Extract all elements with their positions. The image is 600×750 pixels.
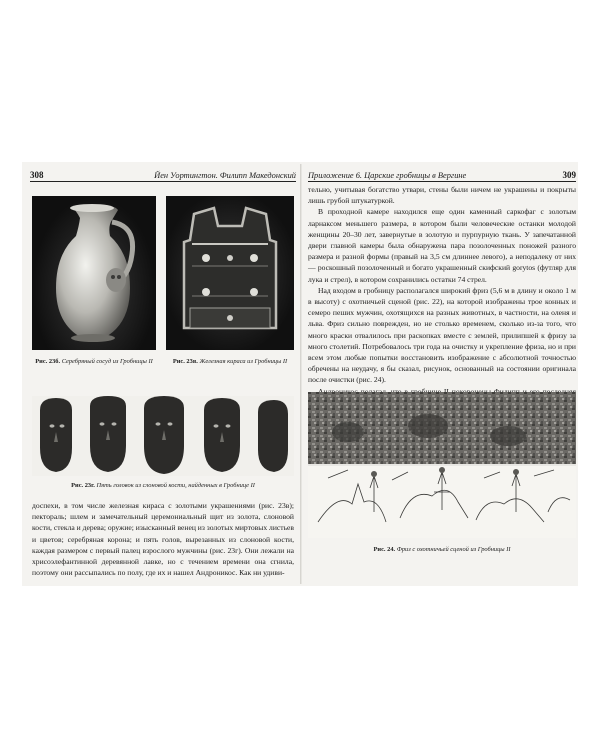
right-page [308,170,576,553]
fig-23g-caption [32,482,294,490]
fig-23v-caption [166,358,294,366]
fig-23v-text: Железная кираса из Гробницы II [199,358,288,365]
right-paragraph-3: Над входом в гробницу располагался широкий фриз (5,6 м в длину и около 1 м в высоту) с охотничьей сценой (рис. 22), на которой изображены трое конных и семеро пеших мужчин, охотящихся на разных животных, в частности, на оленя и льва. Фриз сильно поврежден, но не столько временем, сколько из-за того, что много краски отвалилось при раскопках вместе с землей, прилипшей к фризу за много столетий. Потребовалось три года на очистку и укрепление фриза, но и при всем этом любые попытки восстановить изображение с абсолютной точностью обречены на неудачу, я бы сказал, рисунок, основанный на состоянии оригинала после очистки (рис. 24). [308,285,576,385]
hunting-frieze-figure [308,392,576,538]
left-page [30,170,296,578]
fig-23g-label: Рис. 23г. [71,482,95,489]
right-body-text [308,184,576,408]
right-running-head [308,170,576,182]
book-gutter [300,164,302,584]
iron-cuirass-image [166,196,294,350]
fig-23v-label: Рис. 23в. [172,358,198,365]
fig-24-caption [308,546,576,554]
hunting-frieze-image [308,392,576,538]
ivory-heads-photo [32,396,294,476]
fig-24-text: Фриз с охотничьей сценой из Гробницы II [396,546,511,553]
right-running-title: Приложение 6. Царские гробницы в Вергине [308,171,467,180]
fig-23b-caption [32,358,156,366]
fig-23b-label: Рис. 23б. [35,358,61,365]
ivory-heads-image [32,396,294,476]
left-page-number: 308 [30,170,44,180]
fig-23b-text: Серебряный сосуд из Гробницы II [61,358,153,365]
left-body-paragraph: доспехи, в том числе железная кираса с золотыми украшениями (рис. 23в); пектораль; шлем и замечательный церемониальный щит из золота, слоновой кости, стекла и дерева; оружие; изысканный венец из золотых миртовых листьев и цветов; серебряная корона; и пять голов, вырезанных из слоновой кости, каждая размером с первый палец взрослого мужчины (рис. 23г). Они лежали на хрисоэлефантинной деревянной лавке, но с течением времени она сгнила, поэтому они рассыпались по полу, где их и нашел Андроникос. Как ни удиви- [32,501,294,578]
left-body-text [32,500,294,578]
right-page-number: 309 [562,170,576,180]
right-paragraph-1: тельно, учитывая богатство утвари, стены были ничем не украшены и покрыты лишь грубой штукатуркой. [308,185,576,206]
silver-vessel-image [32,196,156,350]
left-running-title: Йен Уортингтон. Филипп Македонский [154,171,296,180]
left-running-head [30,170,296,182]
iron-cuirass-photo [166,196,294,350]
right-paragraph-2: В проходной камере находился еще один каменный саркофаг с золотым ларнаксом меньшего размера, в котором были человеческие останки молодой женщины 20–30 лет, завернутые в золотую и пурпурную ткань. У запечатанной двери главной камеры была обнаружена пара позолоченных поножей разного размера и разной формы (правый на 3,5 см длиннее левого), а неподалеку от них — роскошный позолоченный и богато украшенный скифский gorytos (футляр для лука и стрел), в котором сохранились остатки 74 стрел. [308,207,576,284]
fig-24-label: Рис. 24. [373,546,396,553]
silver-vessel-photo [32,196,156,350]
fig-23g-text: Пять головок из слоновой кости, найденных в Гробнице II [96,482,255,489]
